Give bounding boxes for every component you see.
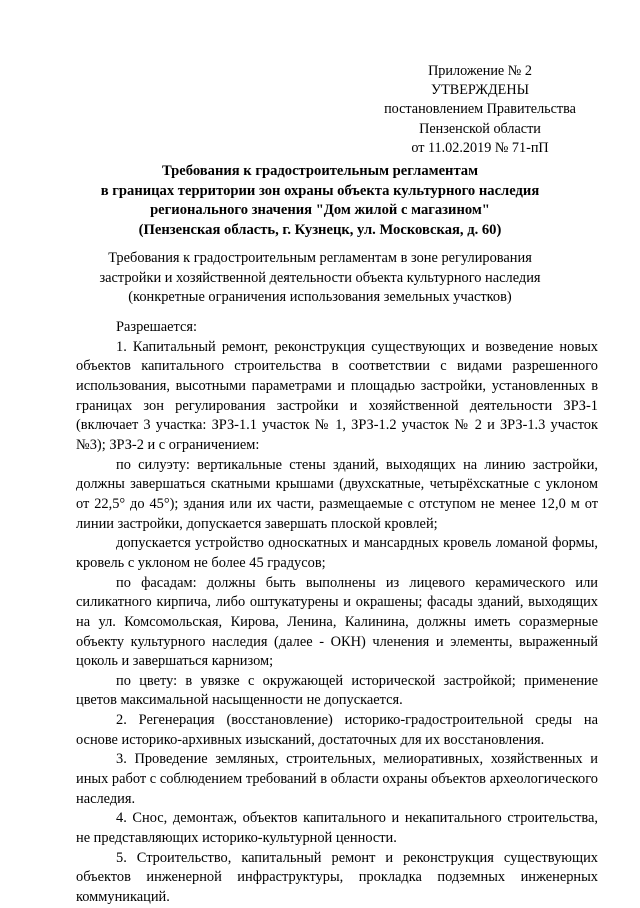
document-body	[76, 318, 598, 908]
paragraph-color: по цвету: в увязке с окружающей исторической застройкой; применение цветов максимальной насыщенности не допускается.	[76, 672, 598, 709]
document-subtitle	[60, 249, 580, 308]
document-title	[60, 162, 580, 240]
paragraph-facades: по фасадам: должны быть выполнены из лицевого керамического или силикатного кирпича, либо оштукатурены и окрашены; фасады зданий, выходящих на ул. Комсомольская, Кирова, Ленина, Калинина, должны иметь соразмерные объекту культурного наследия (далее - ОКН) членения и элементы, выраженный цоколь и завершаться карнизом;	[76, 574, 598, 670]
paragraph-3: 3. Проведение земляных, строительных, мелиоративных, хозяйственных и иных работ с соблюдением требований в области охраны объектов археологического наследия.	[76, 751, 598, 807]
title-line-4: (Пензенская область, г. Кузнецк, ул. Московская, д. 60)	[138, 221, 502, 238]
title-line-3: регионального значения "Дом жилой с магазином"	[150, 202, 490, 219]
paragraph-silhouette: по силуэту: вертикальные стены зданий, выходящих на линию застройки, должны завершаться скатными крышами (двухскатные, четырёхскатные с уклоном от 22,5° до 45°); здания или их части, размещаемые с отступом не менее 12,0 м от линии застройки, допускается завершать плоской кровлей;	[76, 456, 598, 532]
appendix-number: Приложение № 2	[428, 63, 532, 79]
paragraph-1: 1. Капитальный ремонт, реконструкция существующих и возведение новых объектов капитального строительства в соответствии с видами разрешенного использования, высотными параметрами и площадью застройки, установленных в границах зон регулирования застройки и хозяйственной деятельности ЗРЗ-1 (включает 3 участка: ЗРЗ-1.1 участок № 1, ЗРЗ-1.2 участок № 2 и ЗРЗ-1.3 участок №3); ЗРЗ-2 и с ограничением:	[76, 338, 598, 453]
paragraph-roofs: допускается устройство односкатных и мансардных кровель ломаной формы, кровель с уклоном не более 45 градусов;	[76, 535, 598, 571]
title-line-2: в границах территории зон охраны объекта культурного наследия	[100, 182, 540, 199]
allowed-heading: Разрешается:	[116, 319, 197, 335]
approval-region: Пензенской области	[419, 120, 541, 137]
subtitle-line-2: застройки и хозяйственной деятельности объекта культурного наследия	[99, 269, 541, 286]
approval-date-number: от 11.02.2019 № 71-пП	[411, 139, 549, 156]
approved-label: УТВЕРЖДЕНЫ	[431, 82, 529, 99]
paragraph-2: 2. Регенерация (восстановление) историко-градостроительной среды на основе историко-архивных изысканий, достаточных для их восстановления.	[76, 712, 598, 748]
approval-decree: постановлением Правительства	[384, 101, 576, 118]
title-line-1: Требования к градостроительным регламентам	[161, 163, 479, 179]
subtitle-line-3: (конкретные ограничения использования земельных участков)	[128, 289, 512, 306]
paragraph-4: 4. Снос, демонтаж, объектов капитального и некапитального строительства, не представляющих историко-культурной ценности.	[76, 810, 598, 847]
paragraph-5: 5. Строительство, капитальный ремонт и реконструкция существующих объектов инженерной инфраструктуры, прокладка подземных инженерных коммуникаций.	[76, 849, 598, 906]
approval-block	[360, 62, 600, 158]
subtitle-line-1: Требования к градостроительным регламентам в зоне регулирования	[108, 250, 532, 266]
